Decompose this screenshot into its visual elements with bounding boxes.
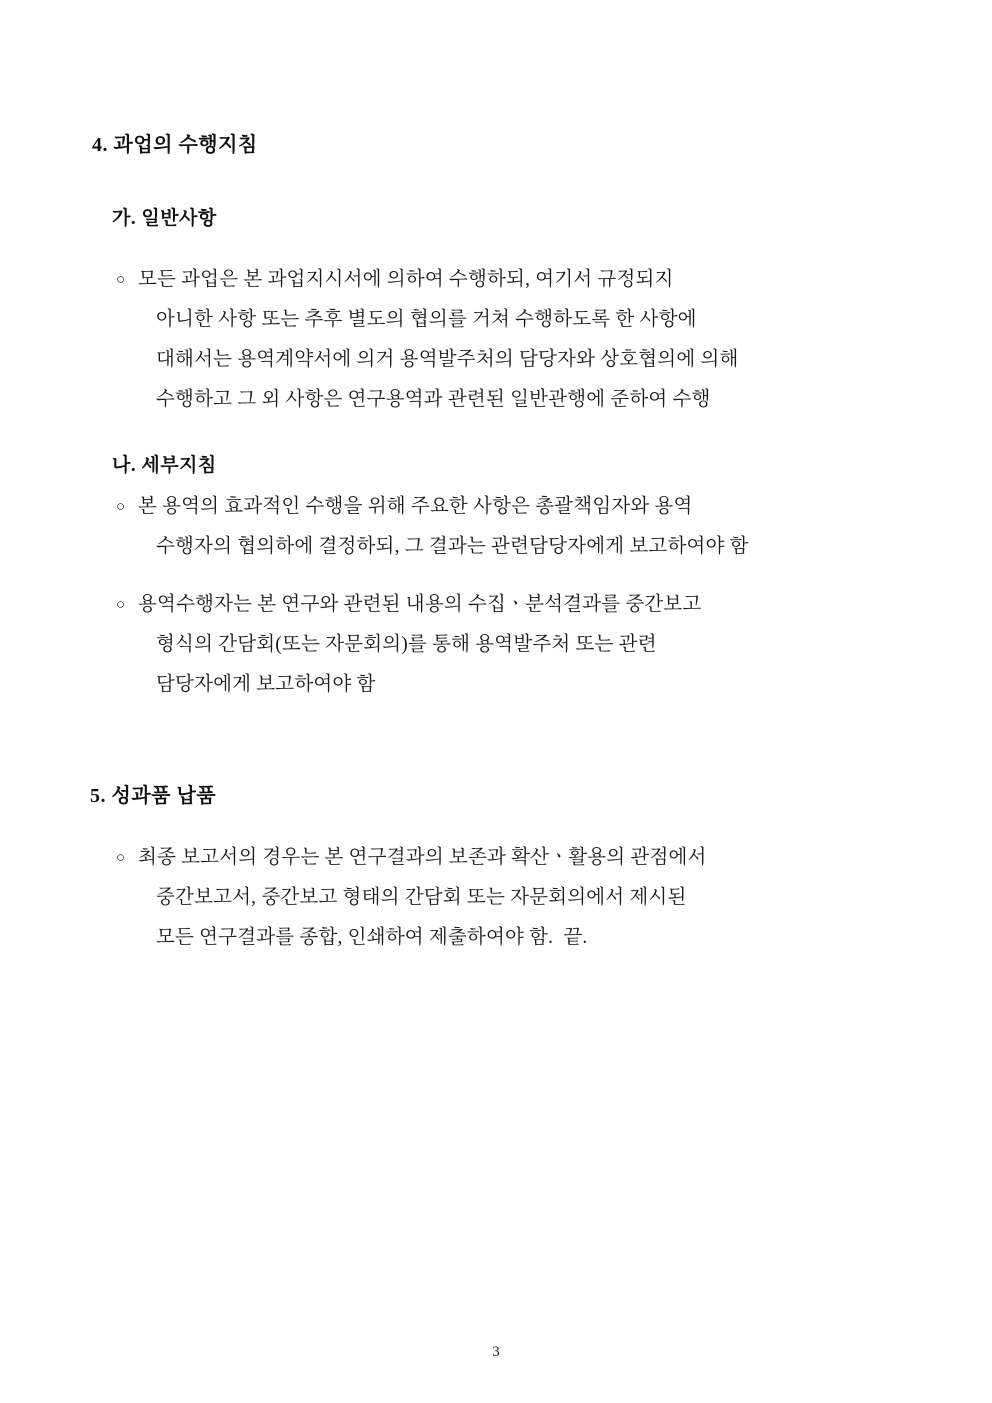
- bullet-item: [116, 585, 902, 705]
- section-heading-5: 5. 성과품 납품: [90, 785, 217, 807]
- spacer: [90, 477, 902, 487]
- subsection-heading-ga: 가. 일반사항: [112, 208, 217, 229]
- bullet-text: [138, 838, 902, 958]
- bullet-item: [116, 838, 902, 958]
- bullet-line: 본 용역의 효과적인 수행을 위해 주요한 사항은 총괄책임자와 용역: [138, 496, 693, 517]
- page-number: 3: [492, 1344, 500, 1360]
- bullet-item: [116, 487, 902, 567]
- bullet-item: [116, 260, 902, 420]
- bullet-text: [138, 585, 902, 705]
- bullet-line: 모든 연구결과를 종합, 인쇄하여 제출하여야 함. 끝.: [156, 927, 588, 948]
- subsection-heading-na: 나. 세부지침: [112, 455, 217, 476]
- bullet-line: 최종 보고서의 경우는 본 연구결과의 보존과 확산ㆍ활용의 관점에서: [138, 847, 707, 868]
- spacer: [90, 705, 902, 779]
- spacer: [90, 567, 902, 585]
- bullet-line: 형식의 간담회(또는 자문회의)를 통해 용역발주처 또는 관련: [156, 634, 657, 655]
- bullet-line: 모든 과업은 본 과업지시서에 의하여 수행하되, 여기서 규정되지: [138, 269, 674, 290]
- bullet-marker: ○: [116, 597, 126, 613]
- spacer: [90, 157, 902, 203]
- bullet-line: 용역수행자는 본 연구와 관련된 내용의 수집ㆍ분석결과를 중간보고: [138, 594, 702, 615]
- spacer: [90, 420, 902, 450]
- bullet-marker: ○: [116, 272, 126, 288]
- section-heading-4: 4. 과업의 수행지침: [92, 134, 258, 156]
- spacer: [90, 808, 902, 838]
- bullet-line: 중간보고서, 중간보고 형태의 간담회 또는 자문회의에서 제시된: [156, 887, 687, 908]
- bullet-line: 아니한 사항 또는 추후 별도의 협의를 거쳐 수행하도록 한 사항에: [156, 309, 697, 330]
- bullet-text: [138, 260, 902, 420]
- bullet-text: [138, 487, 902, 567]
- bullet-line: 수행자의 협의하에 결정하되, 그 결과는 관련담당자에게 보고하여야 함: [156, 536, 749, 557]
- bullet-line: 대해서는 용역계약서에 의거 용역발주처의 담당자와 상호협의에 의해: [156, 349, 739, 370]
- bullet-line: 수행하고 그 외 사항은 연구용역과 관련된 일반관행에 준하여 수행: [156, 389, 711, 410]
- bullet-line: 담당자에게 보고하여야 함: [156, 674, 376, 695]
- bullet-marker: ○: [116, 499, 126, 515]
- bullet-marker: ○: [116, 850, 126, 866]
- spacer: [90, 230, 902, 260]
